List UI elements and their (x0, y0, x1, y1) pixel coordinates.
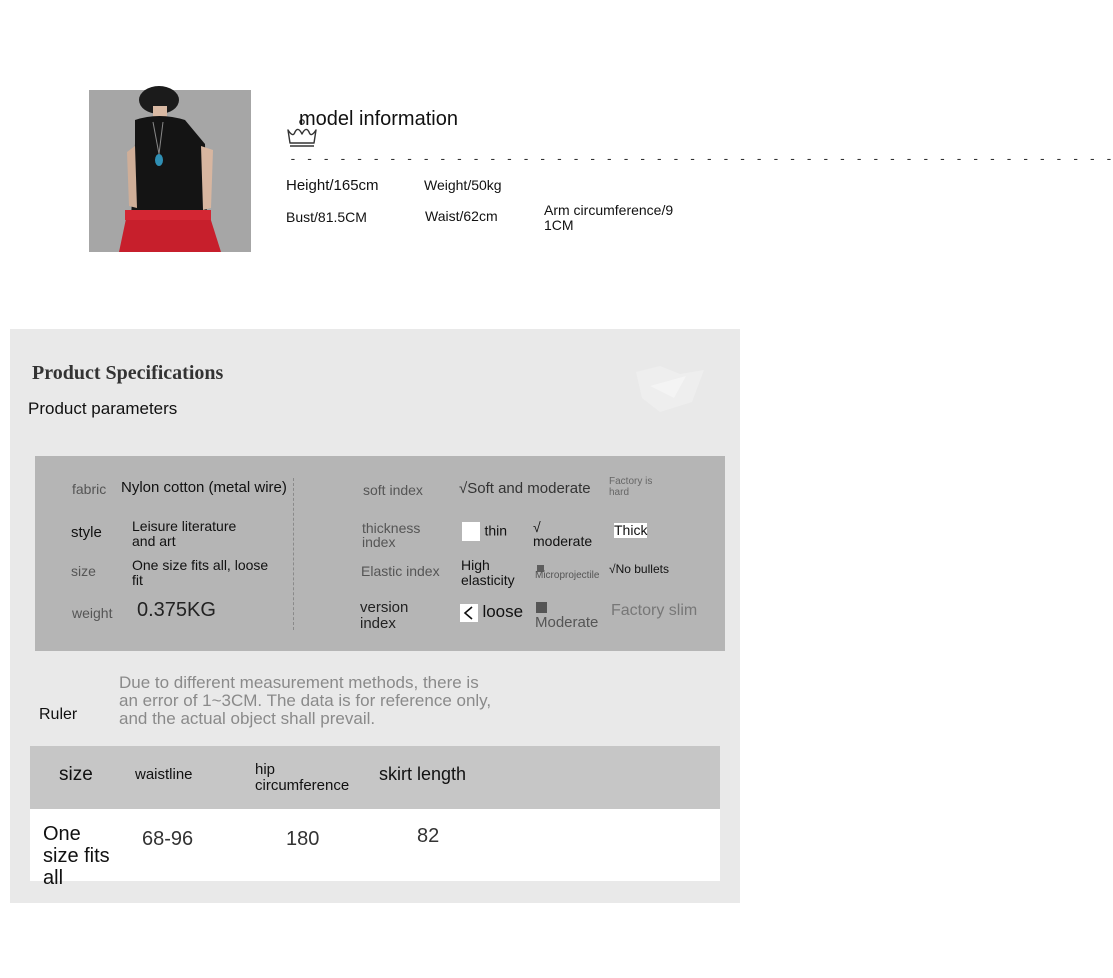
version-slim: Factory slim (611, 602, 698, 619)
cell-hip: 180 (286, 828, 320, 850)
ruler-note-line3: and the actual object shall prevail. (119, 709, 376, 728)
version-label-line1: version (360, 599, 409, 616)
version-loose: loose (482, 602, 524, 621)
version-loose-option (460, 603, 523, 622)
header-skirt-length: skirt length (379, 764, 467, 784)
thickness-index-label (362, 521, 420, 549)
header-hip (255, 762, 349, 794)
panel-divider (293, 478, 294, 630)
style-value-line2: and art (132, 532, 176, 549)
ruler-note-line2: an error of 1~3CM. The data is for reference only, (119, 691, 492, 710)
elastic-micro: Microprojectile (535, 570, 600, 581)
version-label-line2: index (360, 615, 396, 632)
thickness-thin-option (462, 522, 507, 541)
ruler-note (119, 674, 491, 728)
header-size: size (59, 764, 93, 785)
spec-subtitle: Product parameters (28, 399, 178, 418)
elastic-high-line1: High (461, 557, 490, 573)
thickness-moderate: moderate (533, 533, 593, 549)
style-value (132, 519, 236, 548)
model-arm-line2: 1CM (544, 217, 574, 233)
size-table-header (30, 746, 720, 809)
fabric-label: fabric (72, 481, 107, 497)
soft-index-alt-line1: Factory is (609, 476, 653, 487)
cell-size (43, 823, 110, 889)
soft-index-value: √Soft and moderate (459, 480, 591, 497)
weight-label: weight (72, 605, 113, 621)
thickness-check: √ (533, 519, 541, 535)
size-label: size (71, 563, 96, 579)
version-index-label (360, 600, 408, 632)
size-value-line1: One size fits all, loose (132, 557, 269, 573)
watermark-logo (630, 362, 710, 418)
soft-index-alt-line2: hard (609, 487, 630, 498)
thickness-label-line2: index (362, 534, 396, 550)
fabric-value: Nylon cotton (metal wire) (121, 479, 287, 496)
elastic-index-label: Elastic index (361, 563, 440, 579)
model-photo (89, 90, 251, 252)
version-moderate: Moderate (535, 614, 599, 631)
divider: - - - - - - - - - - - - - - - - - - - - - - - - - - - - - - - - - - - - - - - - - - - - - - - - - - (289, 152, 1113, 167)
cell-skirt-length: 82 (417, 825, 440, 847)
size-value-line2: fit (132, 571, 143, 588)
model-height: Height/165cm (286, 177, 379, 194)
model-info-title: model information (299, 108, 458, 130)
model-waist: Waist/62cm (425, 208, 498, 224)
header-waistline: waistline (135, 766, 193, 783)
style-value-line1: Leisure literature (132, 518, 237, 534)
thickness-thin: thin (484, 522, 508, 539)
elastic-high-line2: elasticity (461, 572, 515, 588)
style-label: style (71, 524, 102, 541)
model-arm-line1: Arm circumference/9 (544, 202, 674, 218)
ruler-label: Ruler (39, 706, 78, 723)
size-value (132, 558, 268, 587)
model-weight: Weight/50kg (424, 177, 502, 193)
thin-box (462, 522, 480, 541)
model-arm (544, 203, 673, 233)
cell-waistline: 68-96 (142, 828, 194, 850)
model-bust: Bust/81.5CM (286, 209, 367, 225)
chevron-left-icon (460, 604, 478, 622)
soft-index-alt (609, 476, 652, 498)
ruler-note-line1: Due to different measurement methods, there is (119, 673, 479, 692)
elastic-high (461, 558, 515, 588)
soft-index-label: soft index (363, 482, 423, 498)
header-hip-line1: hip (255, 761, 276, 778)
thickness-thick: Thick (614, 522, 648, 538)
weight-value: 0.375KG (137, 599, 216, 621)
elastic-none: √No bullets (609, 562, 669, 576)
cell-size-line1: One (43, 823, 81, 845)
size-table-row (30, 809, 720, 881)
thickness-moderate-option (533, 520, 592, 548)
cell-size-line2: size fits (43, 845, 110, 867)
spec-title: Product Specifications (32, 362, 224, 384)
thickness-label-line1: thickness (362, 520, 421, 536)
cell-size-line3: all (43, 867, 64, 889)
header-hip-line2: circumference (255, 777, 350, 794)
